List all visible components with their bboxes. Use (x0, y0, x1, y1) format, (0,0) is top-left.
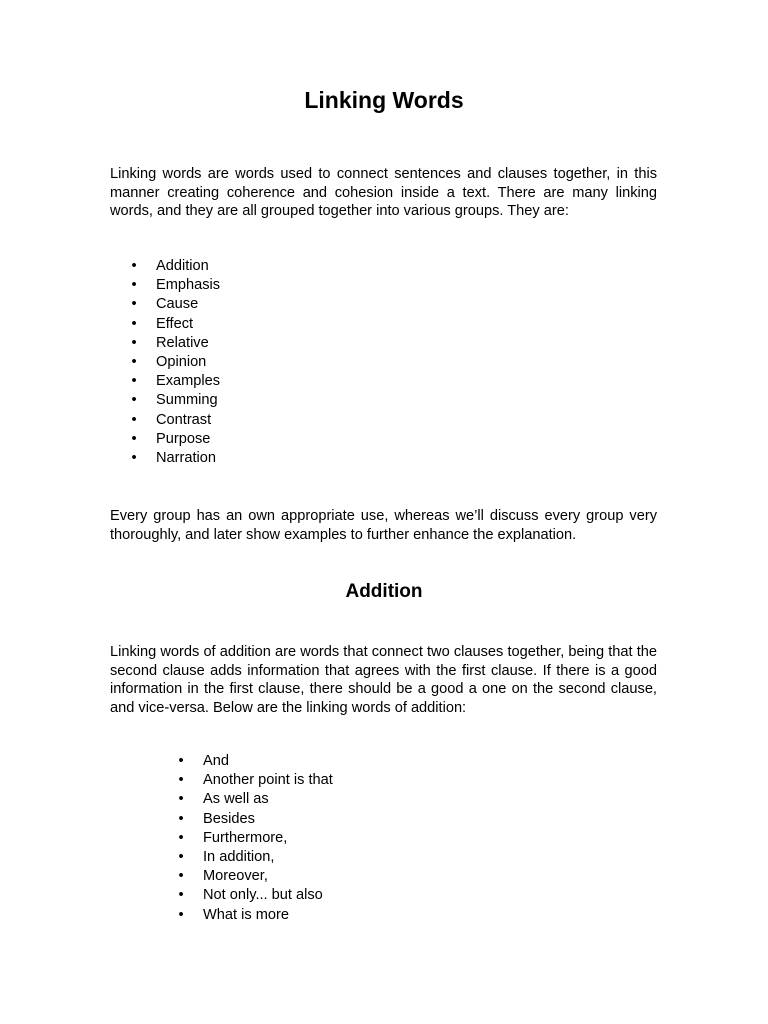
list-item-text: Addition (156, 258, 209, 274)
addition-paragraph: Linking words of addition are words that connect two clauses together, being that the second clause adds information that agrees with the first clause. If there is a good information in the first clause, there should be a good a one on the second clause, and vice-versa. Below are the linking words of addition: (110, 644, 657, 716)
list-item-text: Narration (156, 449, 217, 466)
group-note-paragraph: Every group has an own appropriate use, whereas we’ll discuss every group very thoroughly, and later show examples to further enhance the explanation. (110, 508, 657, 543)
list-item-text: Furthermore, (203, 829, 288, 846)
page-title: Linking Words (304, 87, 464, 113)
bullet-icon: • (131, 334, 137, 351)
bullet-icon: • (178, 848, 184, 865)
list-item-text: Another point is that (203, 772, 333, 789)
list-item-text: Purpose (156, 430, 211, 447)
list-item-text: Cause (156, 296, 199, 313)
bullet-icon: • (131, 353, 137, 370)
bullet-icon: • (178, 772, 184, 789)
list-item-text: Examples (156, 373, 221, 390)
list-item-text: What is more (203, 906, 289, 923)
bullet-icon: • (178, 887, 184, 904)
bullet-icon: • (178, 753, 184, 769)
list-item-text: And (203, 753, 229, 769)
bullet-icon: • (131, 392, 137, 409)
list-item-text: Emphasis (156, 277, 221, 294)
bullet-icon: • (178, 791, 184, 808)
bullet-icon: • (131, 449, 137, 466)
list-item-text: Not only... but also (203, 887, 323, 904)
bullet-icon: • (131, 411, 137, 428)
bullet-icon: • (131, 258, 137, 274)
bullet-icon: • (178, 810, 184, 827)
list-item-text: In addition, (203, 848, 275, 865)
bullet-icon: • (131, 277, 137, 294)
list-item-text: As well as (203, 791, 269, 808)
list-item-text: Besides (203, 810, 255, 827)
bullet-icon: • (178, 829, 184, 846)
bullet-icon: • (131, 430, 137, 447)
bullet-icon: • (131, 296, 137, 313)
section-heading-addition: Addition (345, 581, 423, 602)
bullet-icon: • (178, 906, 184, 923)
list-item-text: Relative (156, 334, 209, 351)
list-item-text: Effect (156, 315, 194, 332)
bullet-icon: • (131, 373, 137, 390)
bullet-icon: • (131, 315, 137, 332)
list-item-text: Moreover, (203, 868, 268, 885)
list-item-text: Opinion (156, 353, 207, 370)
intro-paragraph: Linking words are words used to connect sentences and clauses together, in this manner creating coherence and cohesion inside a text. There are many linking words, and they are all grouped together into various groups. They are: (110, 166, 657, 219)
bullet-icon: • (178, 868, 184, 885)
list-item-text: Contrast (156, 411, 212, 428)
list-item-text: Summing (156, 392, 218, 409)
